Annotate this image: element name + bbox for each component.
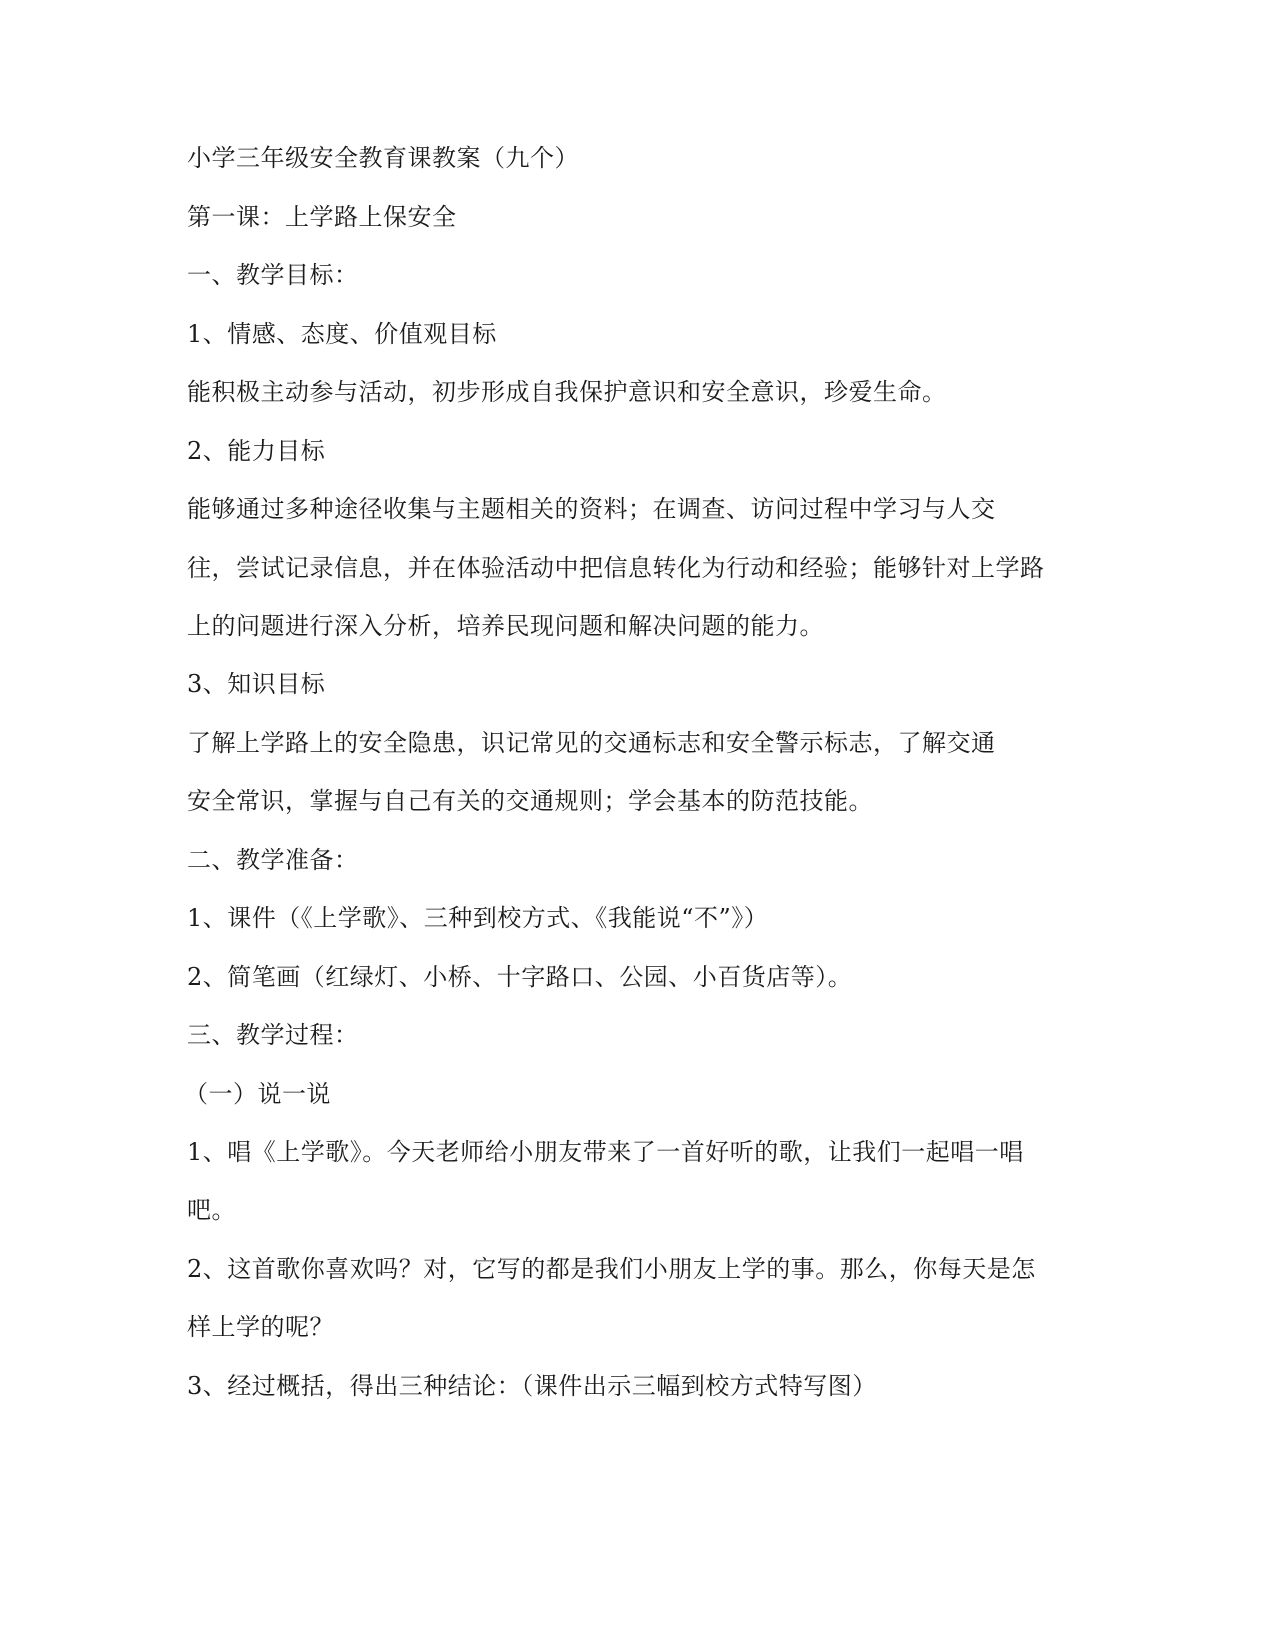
paragraph-line: 吧。 xyxy=(187,1196,236,1224)
list-item: 3、经过概括，得出三种结论：（课件出示三幅到校方式特写图） xyxy=(187,1372,877,1400)
section-heading-process: 三、教学过程： xyxy=(187,1021,359,1049)
paragraph-line: 往，尝试记录信息，并在体验活动中把信息转化为行动和经验；能够针对上学路 xyxy=(187,554,1045,582)
section-heading-objectives: 一、教学目标： xyxy=(187,261,359,289)
subheading-emotion-goal: 1、情感、态度、价值观目标 xyxy=(187,320,497,348)
subheading-ability-goal: 2、能力目标 xyxy=(187,437,326,465)
list-item: 2、简笔画（红绿灯、小桥、十字路口、公园、小百货店等）。 xyxy=(187,963,853,991)
paragraph-line: 样上学的呢？ xyxy=(187,1313,334,1341)
paragraph-line: 能够通过多种途径收集与主题相关的资料；在调查、访问过程中学习与人交 xyxy=(187,495,996,523)
paragraph-line: 能积极主动参与活动，初步形成自我保护意识和安全意识，珍爱生命。 xyxy=(187,378,947,406)
list-item: 1、唱《上学歌》。今天老师给小朋友带来了一首好听的歌，让我们一起唱一唱 xyxy=(187,1138,1024,1166)
paragraph-line: 上的问题进行深入分析，培养民现问题和解决问题的能力。 xyxy=(187,612,824,640)
paragraph-line: 了解上学路上的安全隐患，识记常见的交通标志和安全警示标志，了解交通 xyxy=(187,729,996,757)
subsection-heading: （一）说一说 xyxy=(184,1080,331,1108)
list-item: 2、这首歌你喜欢吗？对，它写的都是我们小朋友上学的事。那么，你每天是怎 xyxy=(187,1255,1036,1283)
subheading-knowledge-goal: 3、知识目标 xyxy=(187,670,326,698)
section-heading-preparation: 二、教学准备： xyxy=(187,846,359,874)
list-item: 1、课件（《上学歌》、三种到校方式、《我能说“不”》） xyxy=(187,904,769,932)
document-title: 小学三年级安全教育课教案（九个） xyxy=(187,144,579,172)
lesson-heading: 第一课：上学路上保安全 xyxy=(187,203,457,231)
paragraph-line: 安全常识，掌握与自己有关的交通规则；学会基本的防范技能。 xyxy=(187,787,873,815)
